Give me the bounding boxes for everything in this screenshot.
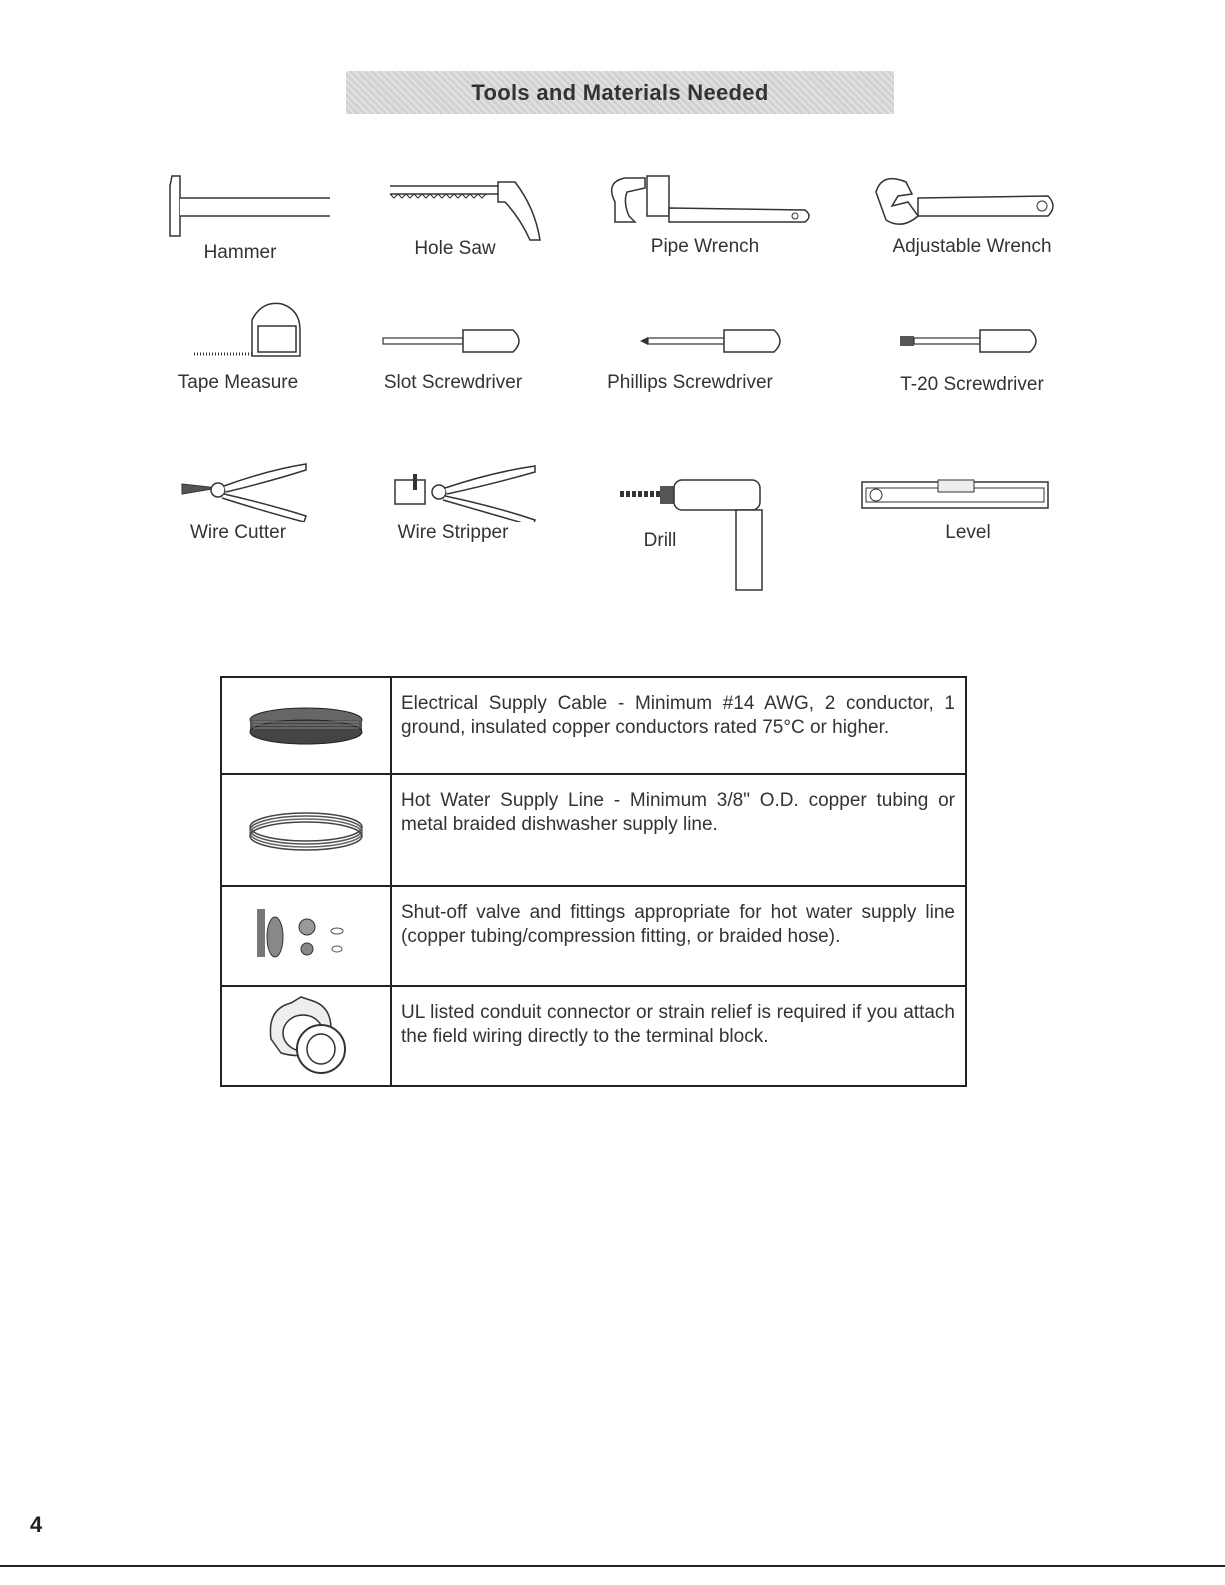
tool-hammer: [130, 172, 350, 264]
tool-level: [858, 478, 1078, 544]
material-description: Electrical Supply Cable - Minimum #14 AWG, 2 conductor, 1 ground, insulated copper conductors rated 75°C or higher.: [391, 677, 966, 774]
tool-wire-stripper: [343, 460, 563, 544]
cable-coil-icon: [241, 698, 371, 748]
tape-measure-icon: [148, 300, 328, 360]
tool-label: Wire Cutter: [189, 522, 287, 543]
copper-tubing-icon: [241, 803, 371, 853]
tool-label: Tape Measure: [177, 372, 299, 393]
tool-t20-screwdriver: [862, 320, 1082, 396]
slot-screwdriver-icon: [353, 320, 553, 360]
pipe-wrench-icon: [595, 172, 815, 238]
torx-screwdriver-icon: [872, 320, 1072, 360]
material-description: Hot Water Supply Line - Minimum 3/8" O.D. copper tubing or metal braided dishwasher supply line.: [391, 774, 966, 886]
tool-label: Hole Saw: [414, 238, 496, 259]
tool-label: Slot Screwdriver: [383, 372, 523, 393]
wire-cutter-icon: [138, 460, 338, 522]
material-image-cell: [221, 886, 391, 986]
table-row: [221, 677, 966, 774]
material-image-cell: [221, 774, 391, 886]
tool-label: Hammer: [203, 242, 277, 263]
table-row: [221, 986, 966, 1086]
page-number: 4: [30, 1512, 43, 1537]
section-title-banner: [346, 71, 894, 114]
material-description: UL listed conduit connector or strain relief is required if you attach the field wiring directly to the terminal block.: [391, 986, 966, 1086]
level-icon: [858, 478, 1078, 512]
material-image-cell: [221, 986, 391, 1086]
conduit-connector-icon: [251, 989, 361, 1079]
tool-adjustable-wrench: [862, 172, 1082, 258]
materials-table: [220, 676, 967, 1087]
tool-tape-measure: [128, 300, 348, 394]
tool-hole-saw: [345, 178, 565, 260]
wire-stripper-icon: [353, 460, 553, 522]
table-row: [221, 886, 966, 986]
fittings-icon: [251, 899, 361, 969]
tool-label: Adjustable Wrench: [892, 236, 1052, 257]
table-row: [221, 774, 966, 886]
tool-label: T-20 Screwdriver: [900, 374, 1044, 395]
tool-wire-cutter: [128, 460, 348, 544]
material-description: Shut-off valve and fittings appropriate for hot water supply line (copper tubing/compression fitting, or braided hose).: [391, 886, 966, 986]
saw-icon: [360, 178, 550, 244]
tool-label: Pipe Wrench: [650, 236, 760, 257]
tool-label: Wire Stripper: [397, 522, 509, 543]
tool-phillips-screwdriver: [580, 320, 800, 394]
tool-label: Drill: [643, 530, 677, 551]
tool-slot-screwdriver: [343, 320, 563, 394]
footer-rule: [0, 1565, 1225, 1567]
material-image-cell: [221, 677, 391, 774]
phillips-screwdriver-icon: [590, 320, 790, 360]
tool-pipe-wrench: [595, 172, 815, 258]
tool-label: Level: [945, 522, 991, 543]
hammer-icon: [150, 172, 330, 242]
section-title: Tools and Materials Needed: [471, 79, 769, 105]
tool-label: Phillips Screwdriver: [607, 372, 773, 393]
adjustable-wrench-icon: [862, 172, 1082, 238]
